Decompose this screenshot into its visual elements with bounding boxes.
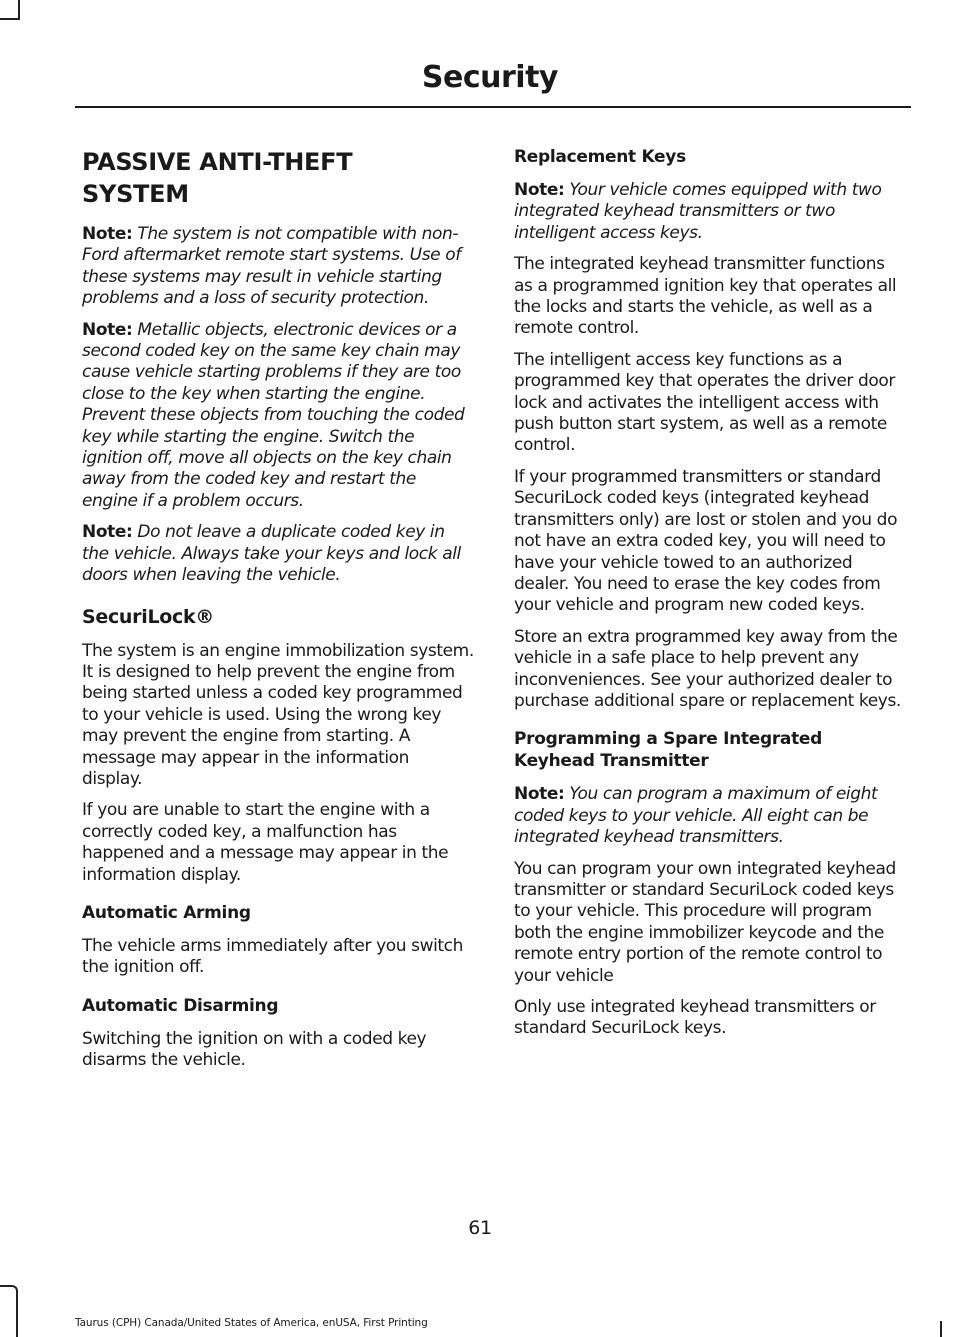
programming-paragraph: You can program your own integrated keyhead transmitter or standard SecuriLock coded keys to your vehicle. This procedure will program both the engine immobilizer keycode and the remote entry portion of the remote control to your vehicle (514, 858, 896, 986)
note-label: Note: (82, 522, 133, 543)
replacement-paragraph: The intelligent access key functions as a programmed key that operates the driver door lock and activates the intelligent access with push button start system, as well as a remote control. (514, 349, 896, 456)
crop-mark-bottom-left (0, 1285, 18, 1337)
page-header-title: Security (421, 60, 558, 95)
crop-mark-top-left-horizontal (0, 18, 20, 20)
replacement-paragraph: Store an extra programmed key away from the vehicle in a safe place to help prevent any inconveniences. See your authorized dealer to purchase additional spare or replacement keys. (514, 626, 901, 711)
note-label: Note: (514, 784, 565, 805)
programming-heading (514, 728, 906, 772)
note-programming-max (514, 784, 906, 848)
note-metallic-objects (82, 320, 474, 513)
crop-mark-bottom-right (940, 1321, 942, 1337)
note-text: Your vehicle comes equipped with two integrated keyhead transmitters or two intelligent access keys. (514, 180, 882, 243)
note-text: You can program a maximum of eight coded keys to your vehicle. All eight can be integrated keyhead transmitters. (514, 784, 878, 848)
crop-mark-top-left-vertical (18, 0, 20, 18)
note-text: Do not leave a duplicate coded key in the vehicle. Always take your keys and lock all doors when leaving the vehicle. (82, 522, 461, 586)
programming-paragraph: Only use integrated keyhead transmitters or standard SecuriLock keys. (514, 997, 876, 1039)
programming-heading-line2: Keyhead Transmitter (514, 751, 709, 772)
note-duplicate-key (82, 522, 474, 586)
note-text: Metallic objects, electronic devices or a second coded key on the same key chain may cause vehicle starting problems if they are too close to the key when starting the engine. Prevent these objects from touching the coded key while starting the engine. Switch the ignition off, move all objects on the key chain away from the coded key and restart the engine if a problem occurs. (82, 319, 465, 511)
right-column (514, 146, 906, 1050)
replacement-paragraph: The integrated keyhead transmitter functions as a programmed ignition key that operates all the locks and starts the vehicle, as well as a remote control. (514, 254, 897, 339)
section-title (82, 146, 474, 210)
page-number: 61 (468, 1217, 492, 1239)
securilock-paragraph: The system is an engine immobilization system. It is designed to help prevent the engine from being started unless a coded key programmed to your vehicle is used. Using the wrong key may prevent the engine from starting. A message may appear in the information display. (82, 640, 474, 789)
note-replacement-keys (514, 180, 906, 244)
section-title-line1: PASSIVE ANTI-THEFT (82, 148, 353, 176)
section-title-line2: SYSTEM (82, 180, 189, 208)
replacement-paragraph: If your programmed transmitters or standard SecuriLock coded keys (integrated keyhead transmitters only) are lost or stolen and you do not have an extra coded key, you will need to have your vehicle towed to an authorized dealer. You need to erase the key codes from your vehicle and program new coded keys. (514, 466, 898, 616)
note-label: Note: (82, 319, 133, 340)
automatic-arming-heading: Automatic Arming (82, 902, 251, 923)
automatic-disarming-text: Switching the ignition on with a coded key disarms the vehicle. (82, 1028, 427, 1071)
note-label: Note: (514, 180, 565, 200)
note-text: The system is not compatible with non-Ford aftermarket remote start systems. Use of these systems may result in vehicle starting problems and a loss of security protection. (82, 224, 461, 309)
header-rule (75, 106, 911, 108)
footer-text: Taurus (CPH) Canada/United States of America, enUSA, First Printing (75, 1317, 428, 1329)
securilock-heading: SecuriLock® (82, 605, 215, 628)
automatic-disarming-heading: Automatic Disarming (82, 995, 279, 1016)
note-compatibility (82, 224, 474, 310)
replacement-keys-heading: Replacement Keys (514, 147, 686, 167)
note-label: Note: (82, 224, 133, 244)
programming-heading-line1: Programming a Spare Integrated (514, 729, 823, 750)
automatic-arming-text: The vehicle arms immediately after you switch the ignition off. (82, 935, 463, 978)
securilock-paragraph: If you are unable to start the engine with a correctly coded key, a malfunction has happened and a message may appear in the information display. (82, 800, 449, 885)
left-column (82, 146, 474, 1082)
